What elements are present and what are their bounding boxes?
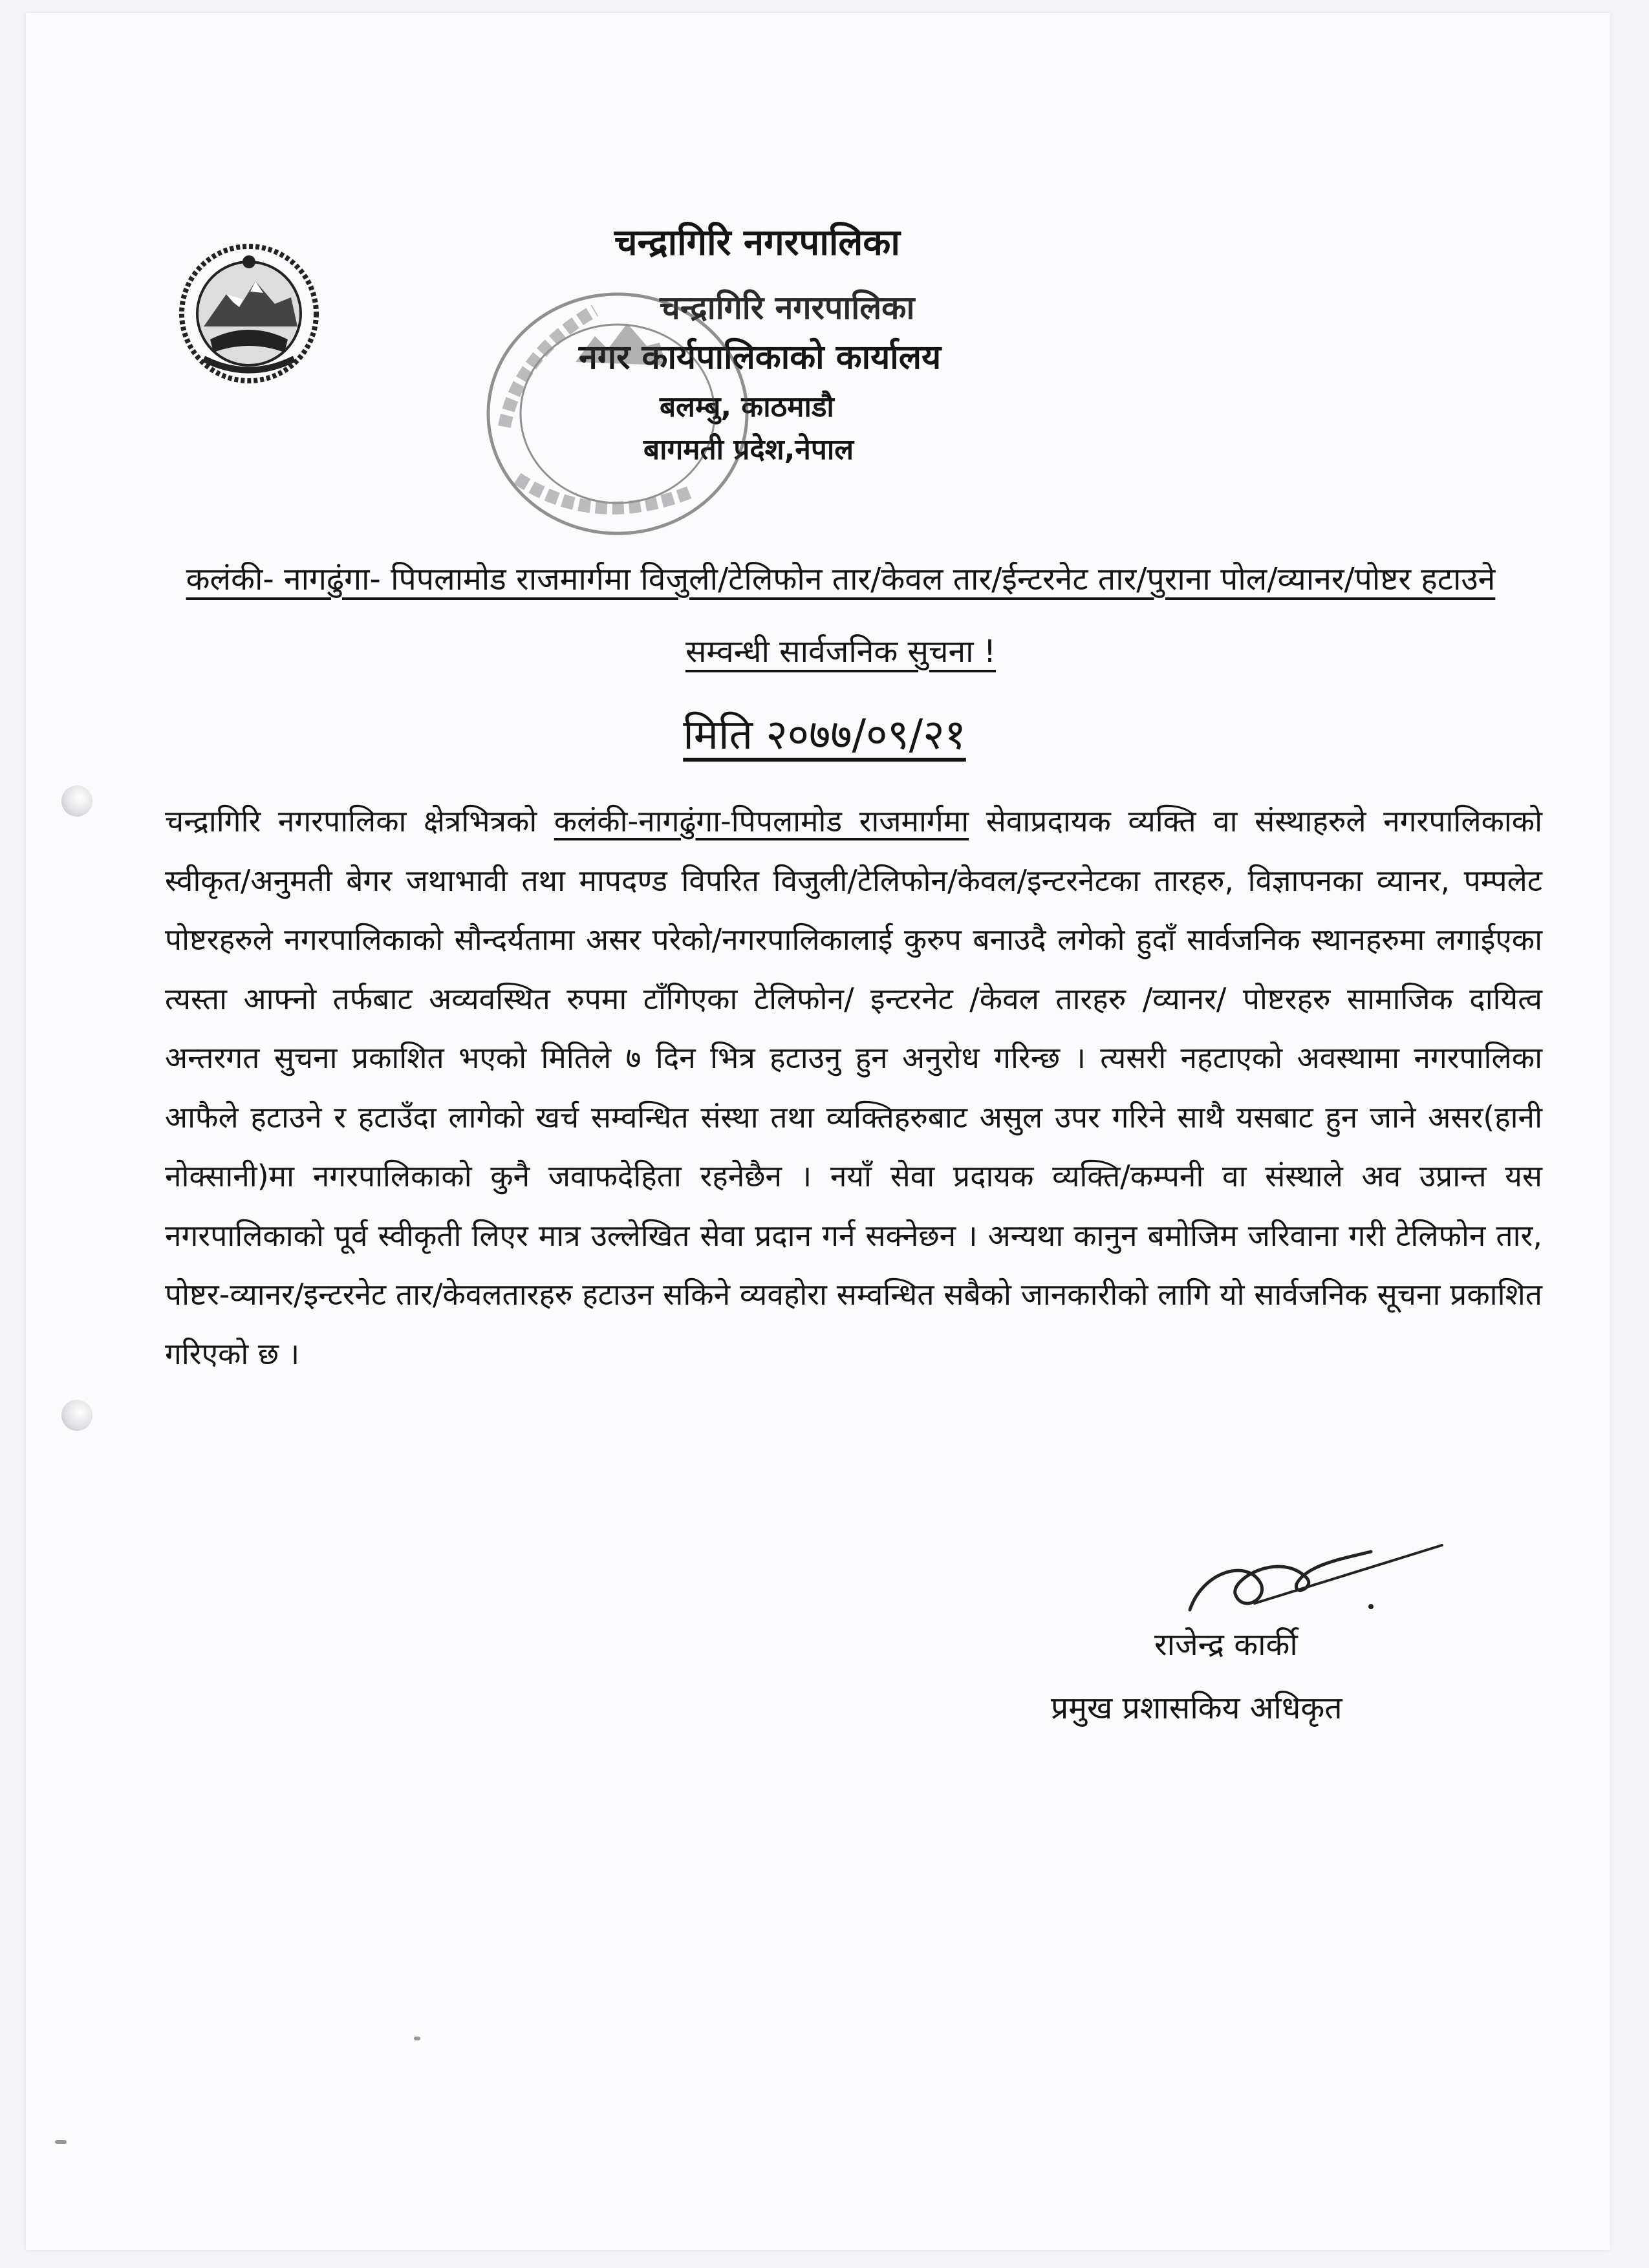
address-line-1: बलम्बु, काठमाडौ <box>660 390 834 423</box>
scan-speck <box>414 2037 420 2040</box>
scan-speck <box>55 2140 67 2144</box>
punch-hole <box>61 786 92 817</box>
municipality-name: चन्द्रागिरि नगरपालिका <box>614 222 900 264</box>
nepal-government-emblem-icon <box>178 242 320 385</box>
notice-body <box>165 792 1542 1384</box>
office-stamp-icon <box>479 284 757 543</box>
notice-date: मिति २०७७/०९/२१ <box>683 711 966 759</box>
office-name: नगर कार्यपालिकाको कार्यालय <box>579 338 942 377</box>
address-line-2: बागमती प्रदेश,नेपाल <box>643 433 854 466</box>
signatory-name: राजेन्द्र कार्की <box>1154 1627 1298 1663</box>
body-highlight: कलंकी-नागढुंगा-पिपलामोड राजमार्गमा <box>554 804 969 839</box>
signatory-title: प्रमुख प्रशासकिय अधिकृत <box>1051 1690 1342 1726</box>
body-part-2: सेवाप्रदायक व्यक्ति वा संस्थाहरुले नगरपालिकाको स्वीकृत/अनुमती बेगर जथाभावी तथा मापदण्ड विपरित विजुली/टेलिफोन/केवल/इन्टरनेटका तारहरु, विज्ञापनका व्यानर, पम्पलेट पोष्टरहरुले नगरपालिकाको सौन्दर्यतामा असर परेको/नगरपालिकालाई कुरुप बनाउदै लगेको हुदाँ सार्वजनिक स्थानहरुमा लगाईएका त्यस्ता आफ्नो तर्फबाट अव्यवस्थित रुपमा टाँगिएका टेलिफोन/ इन्टरनेट /केवल तारहरु /व्यानर/ पोष्टरहरु सामाजिक दायित्व अन्तरगत सुचना प्रकाशित भएको मितिले ७ दिन भित्र हटाउनु हुन अनुरोध गरिन्छ । त्यसरी नहटाएको अवस्थामा नगरपालिका आफैले हटाउने र हटाउँदा लागेको खर्च सम्वन्धित संस्था तथा व्यक्तिहरुबाट असुल उपर गरिने साथै यसबाट हुन जाने असर(हानी नोक्सानी)मा नगरपालिकाको कुनै जवाफदेहिता रहनेछैन । नयाँ सेवा प्रदायक व्यक्ति/कम्पनी वा संस्थाले अव उप्रान्त यस नगरपालिकाको पूर्व स्वीकृती लिएर मात्र उल्लेखित सेवा प्रदान गर्न सक्नेछन । अन्यथा कानुन बमोजिम जरिवाना गरी टेलिफोन तार, पोष्टर-व्यानर/इन्टरनेट तार/केवलतारहरु हटाउन सकिने व्यवहोरा सम्वन्धित सबैको जानकारीको लागि यो सार्वजनिक सूचना प्रकाशित गरिएको छ । <box>165 804 1542 1371</box>
municipality-name-repeat: चन्द्रागिरि नगरपालिका <box>660 289 915 326</box>
notice-subject: कलंकी- नागढुंगा- पिपलामोड राजमार्गमा विजुली/टेलिफोन तार/केवल तार/ईन्टरनेट तार/पुराना पोल/व्यानर/पोष्टर हटाउने सम्वन्धी सार्वजनिक सुचना ! <box>186 561 1496 670</box>
handwritten-signature-icon <box>1177 1532 1461 1629</box>
body-part-1: चन्द्रागिरि नगरपालिका क्षेत्रभित्रको <box>165 804 554 839</box>
punch-hole <box>61 1400 92 1431</box>
